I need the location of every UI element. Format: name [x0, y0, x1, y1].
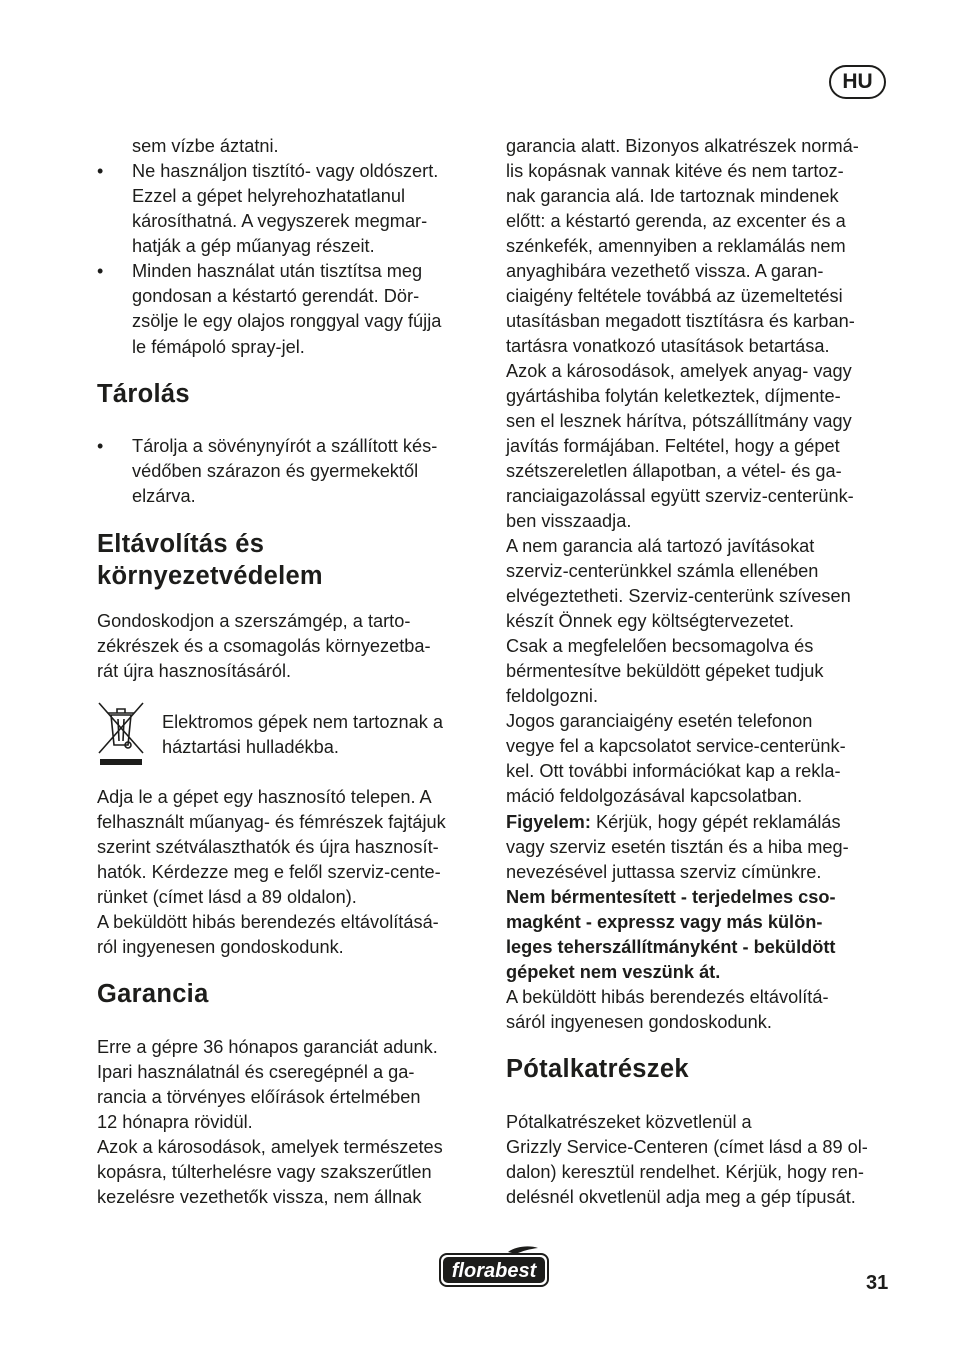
- section-heading-disposal-cont: környezetvédelem: [97, 562, 323, 590]
- text-line: hatják a gép műanyag részeit.: [132, 236, 375, 256]
- text-line: Ne használjon tisztító- vagy oldószert.: [132, 161, 439, 181]
- page-number: 31: [866, 1272, 889, 1294]
- text-line: hatók. Kérdezze meg e felől szerviz-cente-: [97, 862, 441, 882]
- text-line: károsíthatná. A vegyszerek megmar-: [132, 211, 428, 231]
- text-line: Ipari használatnál és cseregépnél a ga-: [97, 1062, 415, 1082]
- text-line: utasításban megadott tisztításra és karban-: [506, 311, 855, 331]
- text-line: felhasznált műanyag- és fémrészek fajtájuk: [97, 812, 446, 832]
- text-line: szénkefék, amennyiben a reklamálás nem: [506, 236, 846, 256]
- bold-notice-line: Nem bérmentesített - terjedelmes cso-: [506, 887, 836, 907]
- logo-text: florabest: [451, 1260, 537, 1282]
- text-line: máció feldolgozásával kapcsolatban.: [506, 786, 803, 806]
- text-line: Jogos garanciaigény esetén telefonon: [506, 711, 813, 731]
- bold-notice-line: gépeket nem veszünk át.: [506, 962, 721, 982]
- text-line: bérmentesítve beküldött gépeket tudjuk: [506, 661, 824, 681]
- text-line: Erre a gépre 36 hónapos garanciát adunk.: [97, 1037, 438, 1057]
- text-line: Azok a károsodások, amelyek természetes: [97, 1137, 443, 1157]
- text-line: 12 hónapra rövidül.: [97, 1112, 253, 1132]
- florabest-logo: [438, 1244, 550, 1288]
- text-line: szerviz-centerünkkel számla ellenében: [506, 561, 819, 581]
- section-heading-disposal: Eltávolítás és: [97, 530, 265, 558]
- text-line: előtt: a késtartó gerenda, az excenter és a: [506, 211, 846, 231]
- text-line: nevezésével juttassa szerviz címünkre.: [506, 862, 822, 882]
- text-line: sen el lesznek hárítva, pótszállítmány vagy: [506, 411, 852, 431]
- section-heading-warranty: Garancia: [97, 980, 209, 1008]
- text-line: ranciaigazolással együtt szerviz-centerünk-: [506, 486, 854, 506]
- text-line: Pótalkatrészeket közvetlenül a: [506, 1112, 752, 1132]
- text-line: ról ingyenesen gondoskodunk.: [97, 937, 344, 957]
- text-line: elzárva.: [132, 486, 196, 506]
- section-heading-storage: Tárolás: [97, 380, 190, 408]
- text-line: ciaigény feltétele továbbá az üzemeltetési: [506, 286, 843, 306]
- text-line: ben visszaadja.: [506, 511, 632, 531]
- text-line: A nem garancia alá tartozó javításokat: [506, 536, 815, 556]
- text-line: nak garancia alá. Ide tartoznak mindenek: [506, 186, 839, 206]
- text-line: sáról ingyenesen gondoskodunk.: [506, 1012, 772, 1032]
- text-line: Ezzel a gépet helyrehozhatatlanul: [132, 186, 405, 206]
- bullet-marker: •: [97, 261, 104, 281]
- text-line: Csak a megfelelően becsomagolva és: [506, 636, 814, 656]
- text-line: szerint szétválaszthatók és újra hasznosít-: [97, 837, 439, 857]
- text-line: dalon) keresztül rendelhet. Kérjük, hogy ren-: [506, 1162, 864, 1182]
- text-line: gyártáshiba folytán keletkeztek, díjmente-: [506, 386, 841, 406]
- text-line: lis kopásnak vannak kitéve és nem tartoz-: [506, 161, 844, 181]
- bold-notice-line: leges teherszállítmányként - beküldött: [506, 937, 836, 957]
- text-line: anyaghibára vezethető vissza. A garan-: [506, 261, 824, 281]
- text-line: kopásra, túlterhelésre vagy szakszerűtlen: [97, 1162, 432, 1182]
- bold-notice-line: magként - expressz vagy más külön-: [506, 912, 823, 932]
- text-line: rát újra hasznosításáról.: [97, 661, 292, 681]
- text-line: sem vízbe áztatni.: [132, 136, 279, 156]
- text-line: Adja le a gépet egy hasznosító telepen. A: [97, 787, 432, 807]
- text-line: Azok a károsodások, amelyek anyag- vagy: [506, 361, 852, 381]
- text-line: feldolgozni.: [506, 686, 599, 706]
- text-line: elvégeztetheti. Szerviz-centerünk szívesen: [506, 586, 851, 606]
- text-line: le fémápoló spray-jel.: [132, 337, 305, 357]
- text-line: rancia a törvényes előírások értelmében: [97, 1087, 421, 1107]
- text-line: Elektromos gépek nem tartoznak a: [162, 712, 444, 732]
- text-line: vegye fel a kapcsolatot service-centerünk-: [506, 736, 846, 756]
- text-line: tartásra vonatkozó utasítások betartása.: [506, 336, 830, 356]
- text-line: zsölje le egy olajos ronggyal vagy fújja: [132, 311, 442, 331]
- attention-label: Figyelem:: [506, 812, 591, 832]
- language-badge: HU: [829, 65, 886, 99]
- text-line: Tárolja a sövénynyírót a szállított kés-: [132, 436, 438, 456]
- text-line: Grizzly Service-Centeren (címet lásd a 89 ol-: [506, 1137, 868, 1157]
- text-line: vagy szerviz esetén tisztán és a hiba meg-: [506, 837, 849, 857]
- weee-crossed-bin-icon: [97, 701, 145, 767]
- section-heading-spare-parts: Pótalkatrészek: [506, 1055, 689, 1083]
- text-line: szétszereletlen állapotban, a vétel- és ga-: [506, 461, 842, 481]
- text-line: rünket (címet lásd a 89 oldalon).: [97, 887, 357, 907]
- text-line: gondosan a késtartó gerendát. Dör-: [132, 286, 420, 306]
- text-line: kezelésre vezethetők vissza, nem állnak: [97, 1187, 422, 1207]
- text-line: [506, 810, 841, 835]
- text-line: zékrészek és a csomagolás környezetba-: [97, 636, 431, 656]
- text-line: delésnél okvetlenül adja meg a gép típusát.: [506, 1187, 856, 1207]
- text-line: kel. Ott további információkat kap a rekla-: [506, 761, 841, 781]
- attention-text: Kérjük, hogy gépét reklamálás: [590, 812, 841, 832]
- text-line: javítás formájában. Feltétel, hogy a gépet: [506, 436, 840, 456]
- text-line: védőben szárazon és gyermekektől: [132, 461, 419, 481]
- text-line: garancia alatt. Bizonyos alkatrészek normá-: [506, 136, 859, 156]
- bullet-marker: •: [97, 161, 104, 181]
- text-line: készít Önnek egy költségtervezetet.: [506, 611, 795, 631]
- text-line: Gondoskodjon a szerszámgép, a tarto-: [97, 611, 411, 631]
- text-line: A beküldött hibás berendezés eltávolításá-: [97, 912, 439, 932]
- text-line: A beküldött hibás berendezés eltávolítá-: [506, 987, 829, 1007]
- bullet-marker: •: [97, 436, 104, 456]
- text-line: háztartási hulladékba.: [162, 737, 339, 757]
- text-line: Minden használat után tisztítsa meg: [132, 261, 423, 281]
